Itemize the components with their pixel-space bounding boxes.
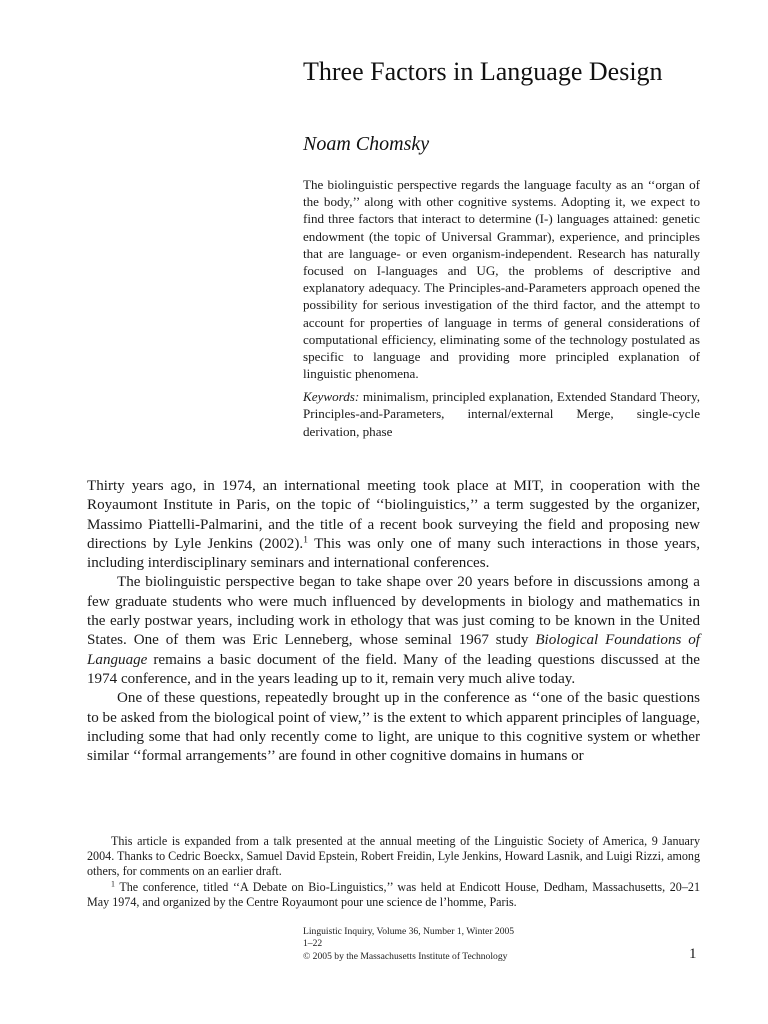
body-text xyxy=(87,477,700,766)
footnote-ref-1: 1 xyxy=(303,534,309,546)
journal-pages: 1–22 xyxy=(303,938,323,950)
journal-copyright: © 2005 by the Massachusetts Institute of Technology xyxy=(303,950,508,962)
journal-citation: Linguistic Inquiry, Volume 36, Number 1, Winter 2005 xyxy=(303,926,515,937)
footnote-1-marker: 1 xyxy=(111,879,115,889)
journal-info xyxy=(303,926,623,963)
body-paragraph-2 xyxy=(87,573,700,689)
keywords-list: minimalism, principled explanation, Extended Standard Theory, Principles-and-Parameters, internal/external Merge, single-cycle derivation, phase xyxy=(303,389,700,439)
footnote-acknowledgment: This article is expanded from a talk presented at the annual meeting of the Linguistic Society of America, 9 January 2004. Thanks to Cedric Boeckx, Samuel David Epstein, Robert Freidin, Lyle Jenkins, Howard Lasnik, and Luigi Rizzi, among others, for comments on an earlier draft. xyxy=(87,834,700,879)
page-number: 1 xyxy=(689,946,697,962)
abstract-text: The biolinguistic perspective regards the language faculty as an ‘‘organ of the body,’’ along with other cognitive systems. Adopting it, we expect to find three factors that interact to determine (I-) languages attained: genetic endowment (the topic of Universal Grammar), experience, and principles that are language- or even organism-independent. Research has naturally focused on I-languages and UG, the problems of descriptive and explanatory adequacy. The Principles-and-Parameters approach opened the possibility for serious investigation of the third factor, and the attempt to account for properties of language in terms of general considerations of computational efficiency, eliminating some of the technology postulated as specific to language and providing more principled explanation of linguistic phenomena. xyxy=(303,177,700,382)
paragraph-1-text-a: Thirty years ago, in 1974, an international meeting took place at MIT, in cooperation with the Royaumont Institute in Paris, on the topic of ‘‘biolinguistics,’’ a term suggested by the organizer, Massimo Piattelli-Palmarini, and the title of a recent book surveying the field and proposing new directions by Lyle Jenkins (2002). xyxy=(87,478,700,552)
article-title: Three Factors in Language Design xyxy=(303,57,663,86)
keywords-label: Keywords: xyxy=(303,389,360,404)
paragraph-2-text-a: The biolinguistic perspective began to take shape over 20 years before in discussions among a few graduate students who were much influenced by developments in biology and mathematics in the early postwar years, including work in ethology that was just coming to be known in the United States. One of them was Eric Lenneberg, whose seminal 1967 study xyxy=(87,574,700,649)
body-paragraph-3: One of these questions, repeatedly brought up in the conference as ‘‘one of the basic questions to be asked from the biological point of view,’’ is the extent to which apparent principles of language, including some that had only recently come to light, are unique to this cognitive system or whether similar ‘‘formal arrangements’’ are found in other cognitive domains in humans or xyxy=(87,690,700,765)
footnote-1-text: The conference, titled ‘‘A Debate on Bio-Linguistics,’’ was held at Endicott House, Dedham, Massachusetts, 20–21 May 1974, and organized by the Centre Royaumont pour une science de l’homme, Paris. xyxy=(87,879,700,909)
keywords xyxy=(303,388,700,440)
footnotes xyxy=(87,834,700,910)
book-title: Biological Foundations of Language xyxy=(87,632,700,668)
paragraph-1-text-b: This was only one of many such interactions in those years, including interdisciplinary seminars and international conferences. xyxy=(87,535,700,572)
article-author: Noam Chomsky xyxy=(303,133,430,155)
body-paragraph-1 xyxy=(87,477,700,573)
paragraph-2-text-b: remains a basic document of the field. Many of the leading questions discussed at the 1974 conference, and in the years leading up to it, remain very much alive today. xyxy=(87,651,700,687)
footnote-1 xyxy=(87,880,700,910)
